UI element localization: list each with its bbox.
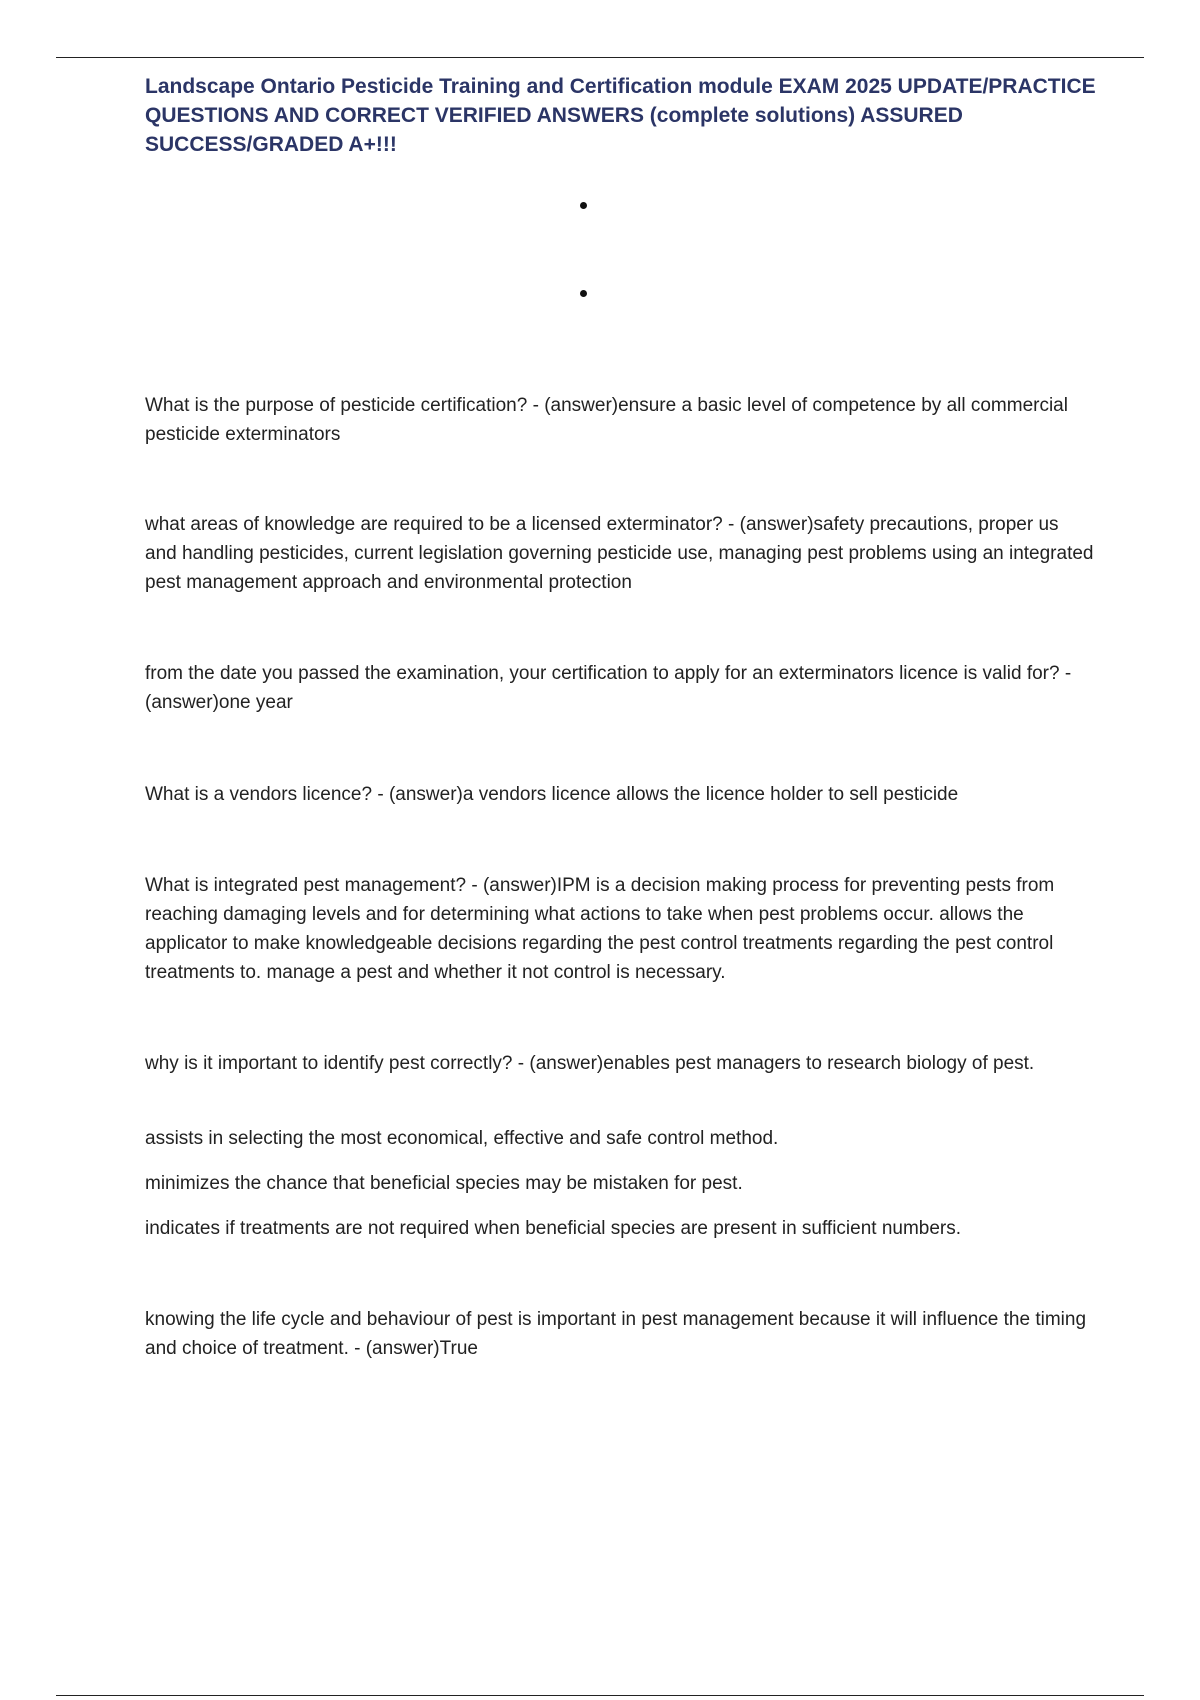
qa-item-integrated-pest-management: What is integrated pest management? - (answer)IPM is a decision making process for preventing pests from reaching damaging levels and for determining what actions to take when pest problems occur. allows the applicator to make knowledgeable decisions regarding the pest control treatments regarding the pest control treatments to. manage a pest and whether it not control is necessary. — [145, 875, 1055, 983]
qa-item-identify-pest-point: indicates if treatments are not required when beneficial species are present in sufficient numbers. — [145, 1218, 962, 1239]
bullet-point — [580, 202, 590, 212]
top-rule — [56, 57, 1144, 58]
qa-item-identify-pest-point: minimizes the chance that beneficial species may be mistaken for pest. — [145, 1173, 743, 1194]
qa-item-life-cycle: knowing the life cycle and behaviour of pest is important in pest management because it will influence the timing and choice of treatment. - (answer)True — [145, 1309, 1087, 1359]
qa-item-certification-purpose: What is the purpose of pesticide certification? - (answer)ensure a basic level of competence by all commercial pesticide exterminators — [145, 395, 1068, 445]
document-title: Landscape Ontario Pesticide Training and Certification module EXAM 2025 UPDATE/PRACTICE QUESTIONS AND CORRECT VERIFIED ANSWERS (complete solutions) ASSURED SUCCESS/GRADED A+!!! — [145, 75, 1096, 156]
qa-item-identify-pest: why is it important to identify pest correctly? - (answer)enables pest managers to research biology of pest. — [145, 1053, 1035, 1074]
qa-item-knowledge-areas: what areas of knowledge are required to be a licensed exterminator? - (answer)safety precautions, proper us and handling pesticides, current legislation governing pesticide use, managing pest problems using an integrated pest management approach and environmental protection — [145, 514, 1094, 593]
bullet-point — [580, 290, 590, 300]
qa-item-identify-pest-point: assists in selecting the most economical, effective and safe control method. — [145, 1128, 779, 1149]
qa-item-vendors-licence: What is a vendors licence? - (answer)a vendors licence allows the licence holder to sell pesticide — [145, 784, 959, 805]
qa-item-certification-validity: from the date you passed the examination, your certification to apply for an exterminators licence is valid for? - (answer)one year — [145, 663, 1072, 713]
bottom-rule — [56, 1695, 1144, 1696]
